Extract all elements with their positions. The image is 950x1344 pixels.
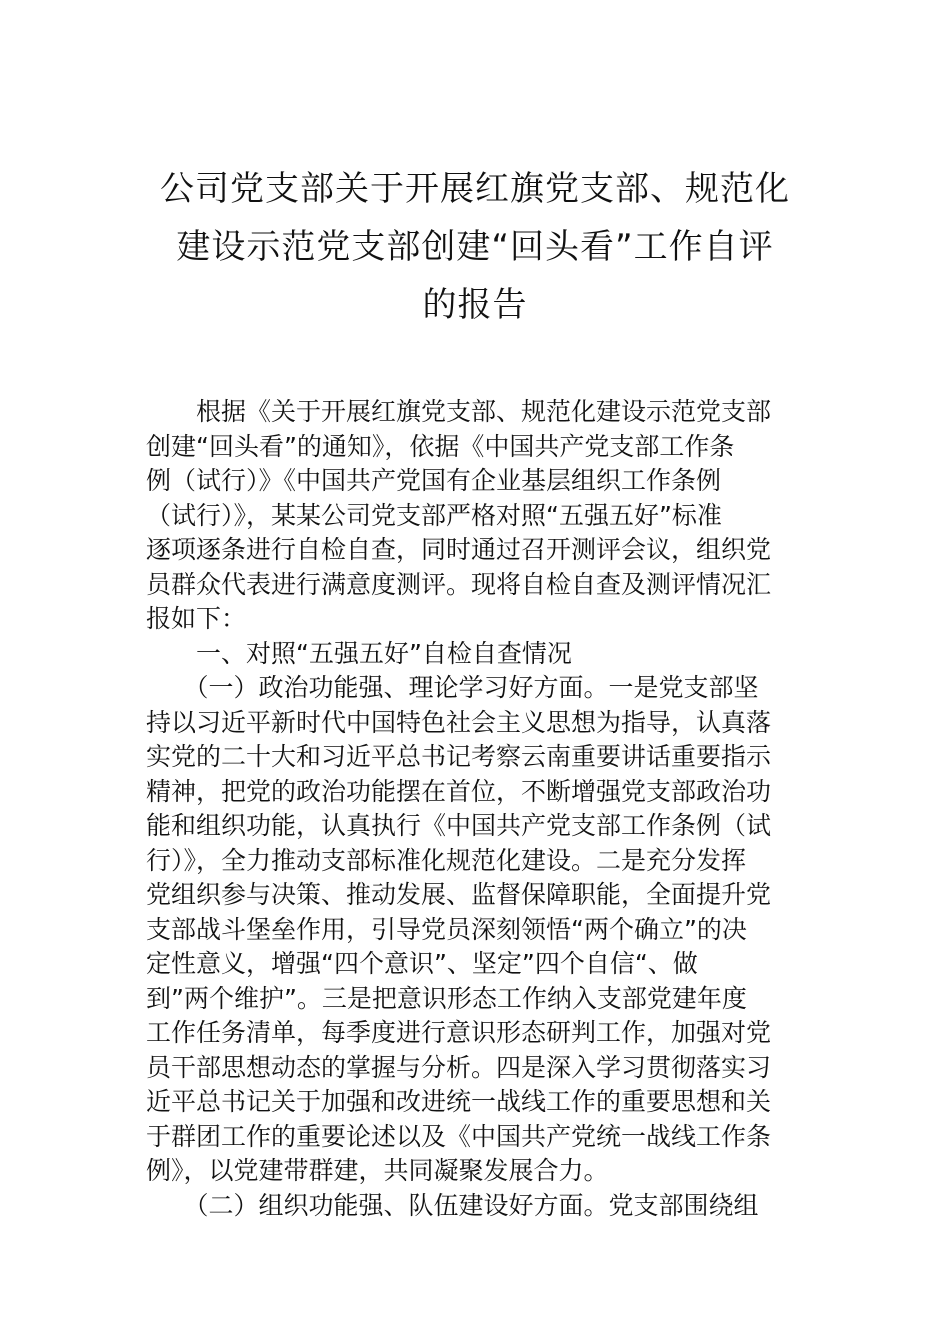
body-line: 能和组织功能，认真执行《中国共产党支部工作条例（试 [146, 811, 772, 840]
title-line: 的报告 [422, 285, 528, 325]
body-line: 定性意义，增强“四个意识”、坚定”四个自信“、做 [146, 949, 698, 978]
body-line: （二）组织功能强、队伍建设好方面。党支部围绕组 [146, 1190, 759, 1220]
body-line: 持以习近平新时代中国特色社会主义思想为指导，认真落 [146, 707, 772, 737]
body-line: 实党的二十大和习近平总书记考察云南重要讲话重要指示 [146, 742, 772, 771]
body-line: 党组织参与决策、推动发展、监督保障职能，全面提升党 [146, 880, 772, 909]
body-line: 工作任务清单，每季度进行意识形态研判工作，加强对党 [146, 1018, 772, 1047]
body-line: 到”两个维护”。三是把意识形态工作纳入支部党建年度 [146, 983, 747, 1013]
body-line: 员干部思想动态的掌握与分析。四是深入学习贯彻落实习 [146, 1052, 772, 1082]
body-line: 近平总书记关于加强和改进统一战线工作的重要思想和关 [146, 1087, 772, 1116]
body-line: 员群众代表进行满意度测评。现将自检自查及测评情况汇 [146, 569, 772, 599]
body-line: 精神，把党的政治功能摆在首位，不断增强党支部政治功 [146, 776, 772, 806]
body-line: 支部战斗堡垒作用，引导党员深刻领悟“两个确立”的决 [146, 914, 747, 944]
body-line: 例》，以党建带群建，共同凝聚发展合力。 [146, 1156, 609, 1185]
body-line: （一）政治功能强、理论学习好方面。一是党支部坚 [146, 673, 759, 702]
body-line: 例（试行）》《中国共产党国有企业基层组织工作条例 [146, 466, 722, 495]
title-line: 公司党支部关于开展红旗党支部、规范化 [160, 169, 790, 209]
body-line: 报如下： [146, 604, 247, 633]
body-line: 于群团工作的重要论述以及《中国共产党统一战线工作条 [146, 1121, 772, 1151]
document-body [146, 395, 808, 1223]
body-line: 创建“回头看”的通知》，依据《中国共产党支部工作条 [146, 431, 735, 461]
body-line: 根据《关于开展红旗党支部、规范化建设示范党支部 [146, 397, 772, 426]
body-line: 逐项逐条进行自检自查，同时通过召开测评会议，组织党 [146, 535, 772, 564]
section-heading: 一、对照“五强五好”自检自查情况 [146, 638, 572, 668]
body-line: （试行）》，某某公司党支部严格对照“五强五好”标准 [146, 500, 722, 530]
body-line: 行）》，全力推动支部标准化规范化建设。二是充分发挥 [146, 845, 747, 875]
title-line: 建设示范党支部创建“回头看”工作自评 [176, 227, 774, 267]
document-title [100, 160, 850, 334]
